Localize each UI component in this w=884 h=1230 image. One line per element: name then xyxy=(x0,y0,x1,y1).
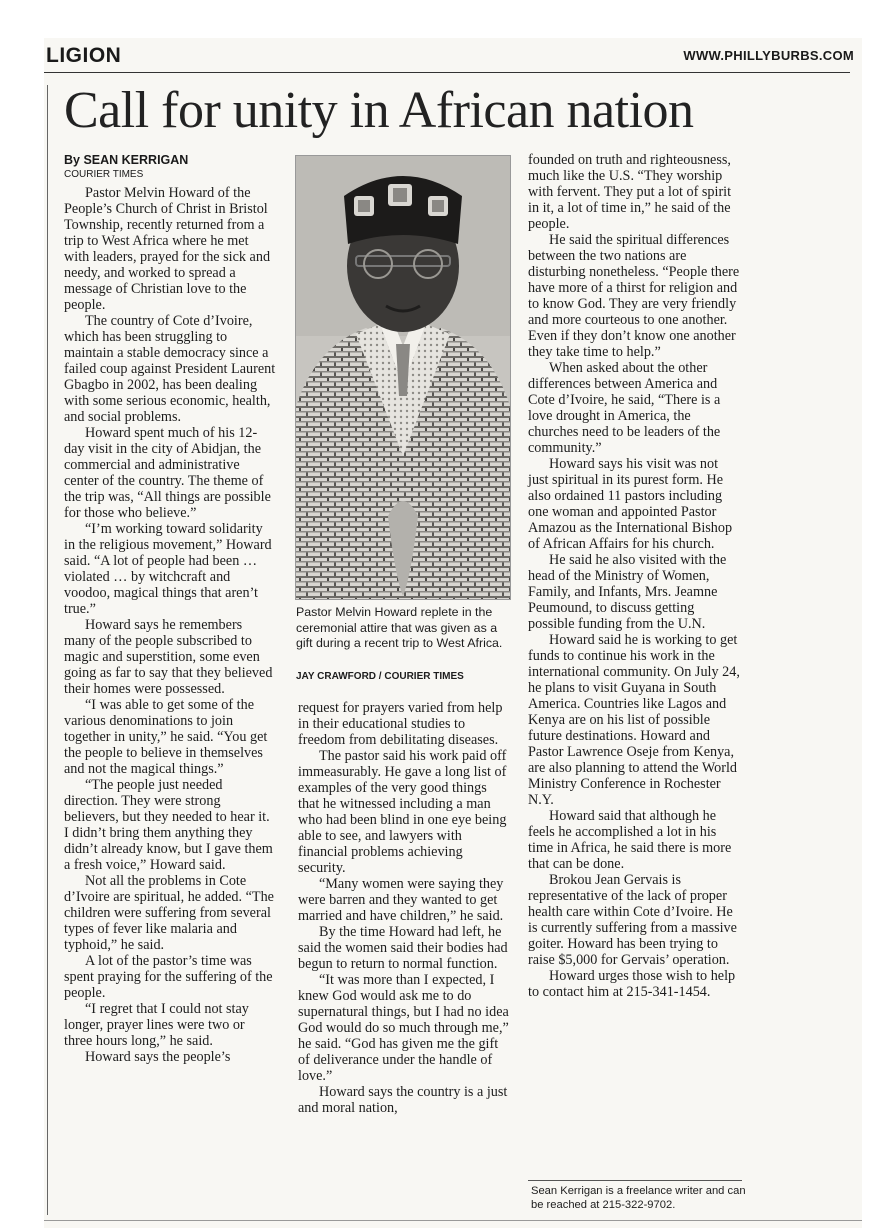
byline-organization: COURIER TIMES xyxy=(64,169,144,180)
headline: Call for unity in African nation xyxy=(64,82,694,139)
paragraph: He said the spiritual differences between the two nations are disturbing nonetheless. “People there have more of a thirst for religion and to know God. They are very friendly and more courteous to one another. Even if they don’t know one another they take time to help.” xyxy=(528,232,740,360)
paragraph: “The people just needed direction. They were strong believers, but they needed to hear it. I didn’t bring them anything they didn’t already know, but I gave them a fresh voice,” Howard said. xyxy=(64,777,273,873)
paragraph: By the time Howard had left, he said the women said their bodies had begun to return to normal function. xyxy=(298,924,508,972)
paragraph: When asked about the other differences between America and Cote d’Ivoire, he said, “There is a love drought in America, the churches need to be leaders of the community.” xyxy=(528,360,721,456)
paragraph: Howard says the country is a just and moral nation, xyxy=(298,1084,508,1116)
paragraph: request for prayers varied from help in their educational studies to freedom from debilitating diseases. xyxy=(298,700,503,748)
left-margin-rule xyxy=(47,85,48,1215)
pastor-photo xyxy=(295,155,511,600)
paragraph: Not all the problems in Cote d’Ivoire are spiritual, he added. “The children were suffering from several types of fever like malaria and typhoid,” he said. xyxy=(64,873,274,953)
header-rule xyxy=(44,72,850,73)
paragraph: “I regret that I could not stay longer, prayer lines were two or three hours long,” he said. xyxy=(64,1001,249,1049)
paragraph: “I’m working toward solidarity in the religious movement,” Howard said. “A lot of people had been … violated … by witchcraft and voodoo, magical things that aren’t true.” xyxy=(64,521,272,617)
paragraph: Howard said he is working to get funds to continue his work in the international community. On July 24, he plans to visit Guyana in South America. Countries like Lagos and Kenya are on his list of possible future destinations. Howard and Pastor Lawrence Oseje from Kenya, are also planning to attend the World Ministry Conference in Rochester N.Y. xyxy=(528,632,740,808)
paragraph: The country of Cote d’Ivoire, which has been struggling to maintain a stable democracy since a failed coup against President Laurent Gbagbo in 2002, has been dealing with some serious economic, health, and social problems. xyxy=(64,313,276,425)
paragraph: Howard spent much of his 12-day visit in the city of Abidjan, the commercial and administrative center of the country. The theme of the trip was, “All things are possible for those who believe.” xyxy=(64,425,271,521)
paragraph: Brokou Jean Gervais is representative of the lack of proper health care within Cote d’Ivoire. He is currently suffering from a massive goiter. Howard has been trying to raise $5,000 for Gervais’ operation. xyxy=(528,872,737,968)
byline: By SEAN KERRIGAN xyxy=(64,153,189,167)
tagline-rule xyxy=(528,1180,742,1181)
paragraph: Howard said that although he feels he accomplished a lot in his time in Africa, he said there is more that can be done. xyxy=(528,808,732,872)
paragraph: “It was more than I expected, I knew God would ask me to do supernatural things, but I had no idea God would do so much through me,” he said. “God has given me the gift of deliverance under the handle of love.” xyxy=(298,972,509,1084)
paragraph: Howard says the people’s xyxy=(85,1049,231,1065)
paragraph: Howard urges those wish to help to contact him at 215-341-1454. xyxy=(528,968,736,1000)
paragraph: Howard says his visit was not just spiritual in its purest form. He also ordained 11 pastors including one woman and appointed Pastor Amazou as the International Bishop of African Affairs for his church. xyxy=(528,456,733,552)
author-tagline: Sean Kerrigan is a freelance writer and can be reached at 215-322-9702. xyxy=(531,1185,746,1211)
paragraph: Howard says he remembers many of the people subscribed to magic and superstition, some even going as far to say that they believed their homes were possessed. xyxy=(64,617,273,697)
article-column-3 xyxy=(528,152,742,1000)
section-label: LIGION xyxy=(46,44,122,67)
article-column-2 xyxy=(298,700,510,1116)
photo-caption: Pastor Melvin Howard replete in the ceremonial attire that was given as a gift during a recent trip to West Africa. xyxy=(296,605,503,650)
paragraph: A lot of the pastor’s time was spent praying for the suffering of the people. xyxy=(64,953,273,1001)
paragraph: The pastor said his work paid off immeasurably. He gave a long list of examples of the very good things that he witnessed including a man who had been blind in one eye being able to see, and lawyers with financial problems achieving security. xyxy=(298,748,507,876)
paragraph: founded on truth and righteousness, much like the U.S. “They worship with fervent. They put a lot of spirit in it, a lot of time in,” he said of the people. xyxy=(528,152,732,232)
paragraph: “I was able to get some of the various denominations to join together in unity,” he said. “You get the people to believe in themselves and not the magical things.” xyxy=(64,697,268,777)
article-column-1 xyxy=(64,185,276,1065)
photo-credit: JAY CRAWFORD / COURIER TIMES xyxy=(296,671,464,682)
bottom-rule xyxy=(44,1220,862,1221)
paragraph: Pastor Melvin Howard of the People’s Church of Christ in Bristol Township, recently returned from a trip to West Africa where he met with leaders, prayed for the sick and needy, and worked to spread a message of Christian love to the people. xyxy=(64,185,271,313)
paragraph: “Many women were saying they were barren and they wanted to get married and have children,” he said. xyxy=(298,876,504,924)
website-url: WWW.PHILLYBURBS.COM xyxy=(683,48,854,63)
paragraph: He said he also visited with the head of the Ministry of Women, Family, and Infants, Mrs. Jeamne Peumound, to discuss getting possible funding from the U.N. xyxy=(528,552,727,632)
